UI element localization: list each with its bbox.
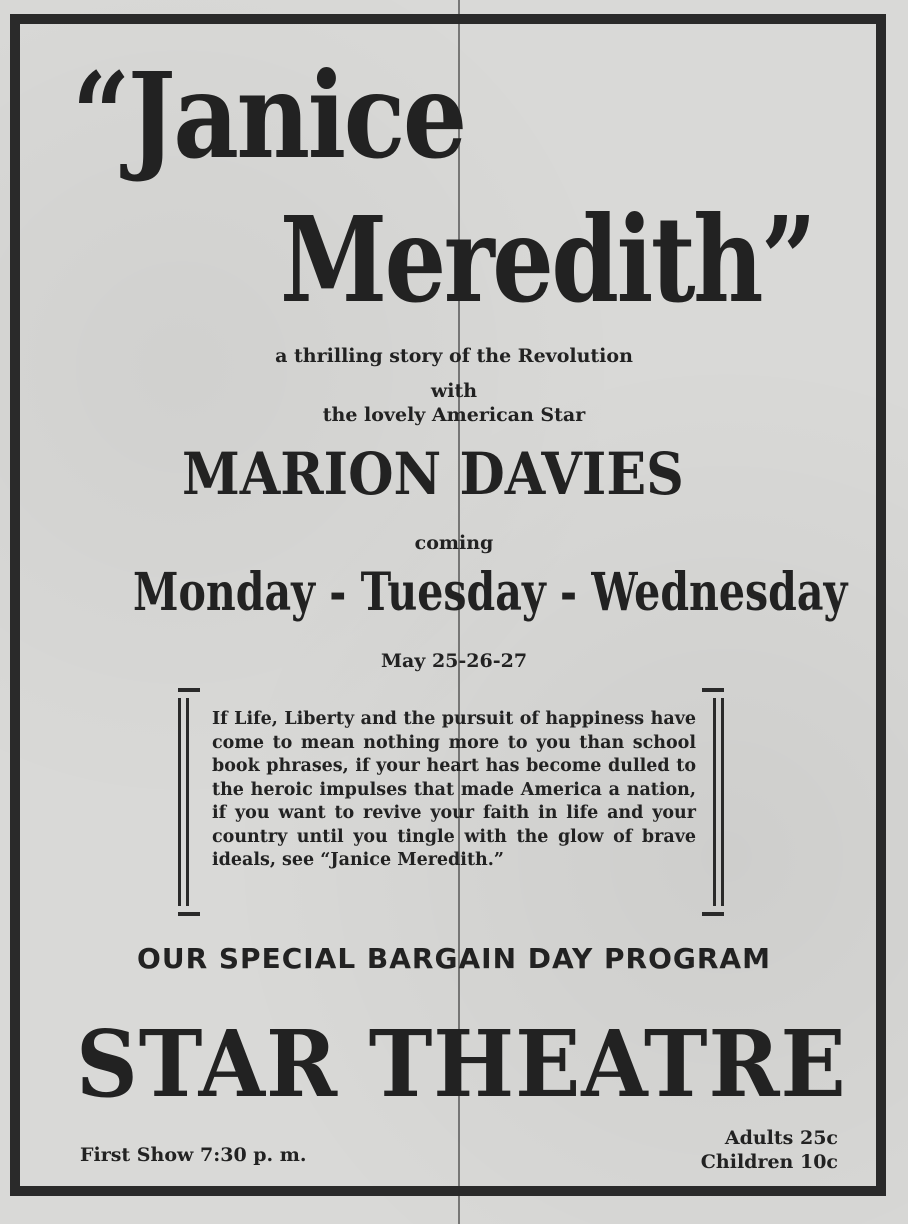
star-name: MARION DAVIES — [182, 440, 684, 508]
quote-bracket-right — [702, 688, 724, 916]
with-text: with — [430, 380, 478, 402]
show-days: Monday - Tuesday - Wednesday — [133, 562, 848, 623]
title-line-1: “Janice — [72, 46, 465, 185]
show-dates: May 25-26-27 — [380, 650, 528, 672]
quote-bracket-left — [178, 688, 200, 916]
coming-text: coming — [414, 532, 494, 554]
title-line-2: Meredith” — [280, 190, 815, 329]
price-children: Children 10c — [700, 1151, 838, 1173]
star-intro: the lovely American Star — [322, 404, 586, 426]
price-adults: Adults 25c — [724, 1127, 838, 1149]
tagline: a thrilling story of the Revolution — [275, 345, 633, 367]
quote-text: If Life, Liberty and the pursuit of happiness have come to mean nothing more to you than school book phrases, if your heart has become dulled to the heroic impulses that made America a nation, if you want to revive your faith in life and your country until you tingle with the glow of brave ideals, see “Janice Meredith.” — [212, 709, 696, 870]
first-show-time: First Show 7:30 p. m. — [80, 1144, 307, 1166]
theatre-name: STAR THEATRE — [76, 1010, 847, 1118]
program-heading: OUR SPECIAL BARGAIN DAY PROGRAM — [137, 942, 771, 975]
admission-prices — [701, 1126, 838, 1174]
